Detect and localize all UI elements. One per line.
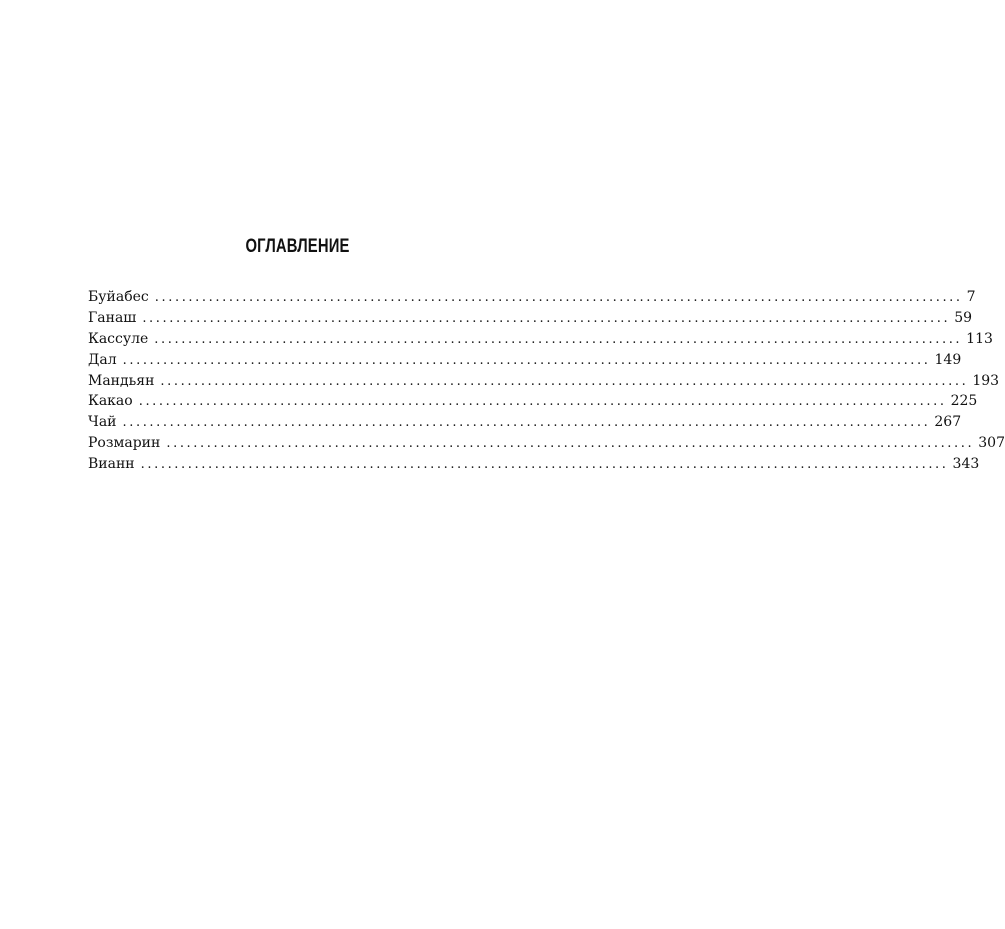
toc-entry-page: 307 xyxy=(978,435,1005,452)
toc-entry-title: Дал xyxy=(88,351,117,368)
toc-leader-dots: ........................................................................................................................ xyxy=(140,457,949,473)
toc-entry xyxy=(88,350,962,371)
toc-entry xyxy=(88,371,1000,392)
toc-entry-title: Мандьян xyxy=(88,372,155,389)
toc-entry-title: Чай xyxy=(88,414,117,431)
page-title: ОГЛАВЛЕНИЕ xyxy=(245,236,350,257)
toc-entry-page: 59 xyxy=(954,309,973,326)
toc-leader-dots: ........................................................................................................................ xyxy=(142,310,951,326)
toc-leader-dots: ........................................................................................................................ xyxy=(160,373,969,389)
toc-leader-dots: ........................................................................................................................ xyxy=(138,394,947,410)
toc-entry xyxy=(88,329,993,350)
toc-entry-page: 7 xyxy=(966,289,976,305)
toc-entry xyxy=(88,454,980,475)
toc-entry-title: Вианн xyxy=(88,456,135,473)
table-of-contents xyxy=(88,287,1005,475)
toc-leader-dots: ........................................................................................................................ xyxy=(154,290,963,305)
toc-entry xyxy=(88,308,973,329)
toc-entry-page: 267 xyxy=(934,414,962,431)
toc-leader-dots: ........................................................................................................................ xyxy=(154,331,963,347)
toc-entry-title: Кассуле xyxy=(88,330,149,347)
toc-leader-dots: ........................................................................................................................ xyxy=(122,415,931,431)
toc-entry xyxy=(88,287,976,308)
toc-entry-title: Какао xyxy=(88,393,133,410)
toc-entry xyxy=(88,433,1005,454)
toc-entry-page: 193 xyxy=(972,372,1000,389)
toc-entry-title: Ганаш xyxy=(88,309,137,326)
toc-entry-page: 225 xyxy=(950,393,978,410)
toc-entry-title: Буйабес xyxy=(88,289,149,305)
toc-entry xyxy=(88,412,962,433)
toc-entry-page: 343 xyxy=(952,456,980,473)
toc-leader-dots: ........................................................................................................................ xyxy=(166,436,975,452)
toc-entry-page: 149 xyxy=(934,351,962,368)
toc-entry-page: 113 xyxy=(966,330,993,347)
toc-leader-dots: ........................................................................................................................ xyxy=(122,352,931,368)
toc-entry xyxy=(88,391,978,412)
toc-entry-title: Розмарин xyxy=(88,435,161,452)
